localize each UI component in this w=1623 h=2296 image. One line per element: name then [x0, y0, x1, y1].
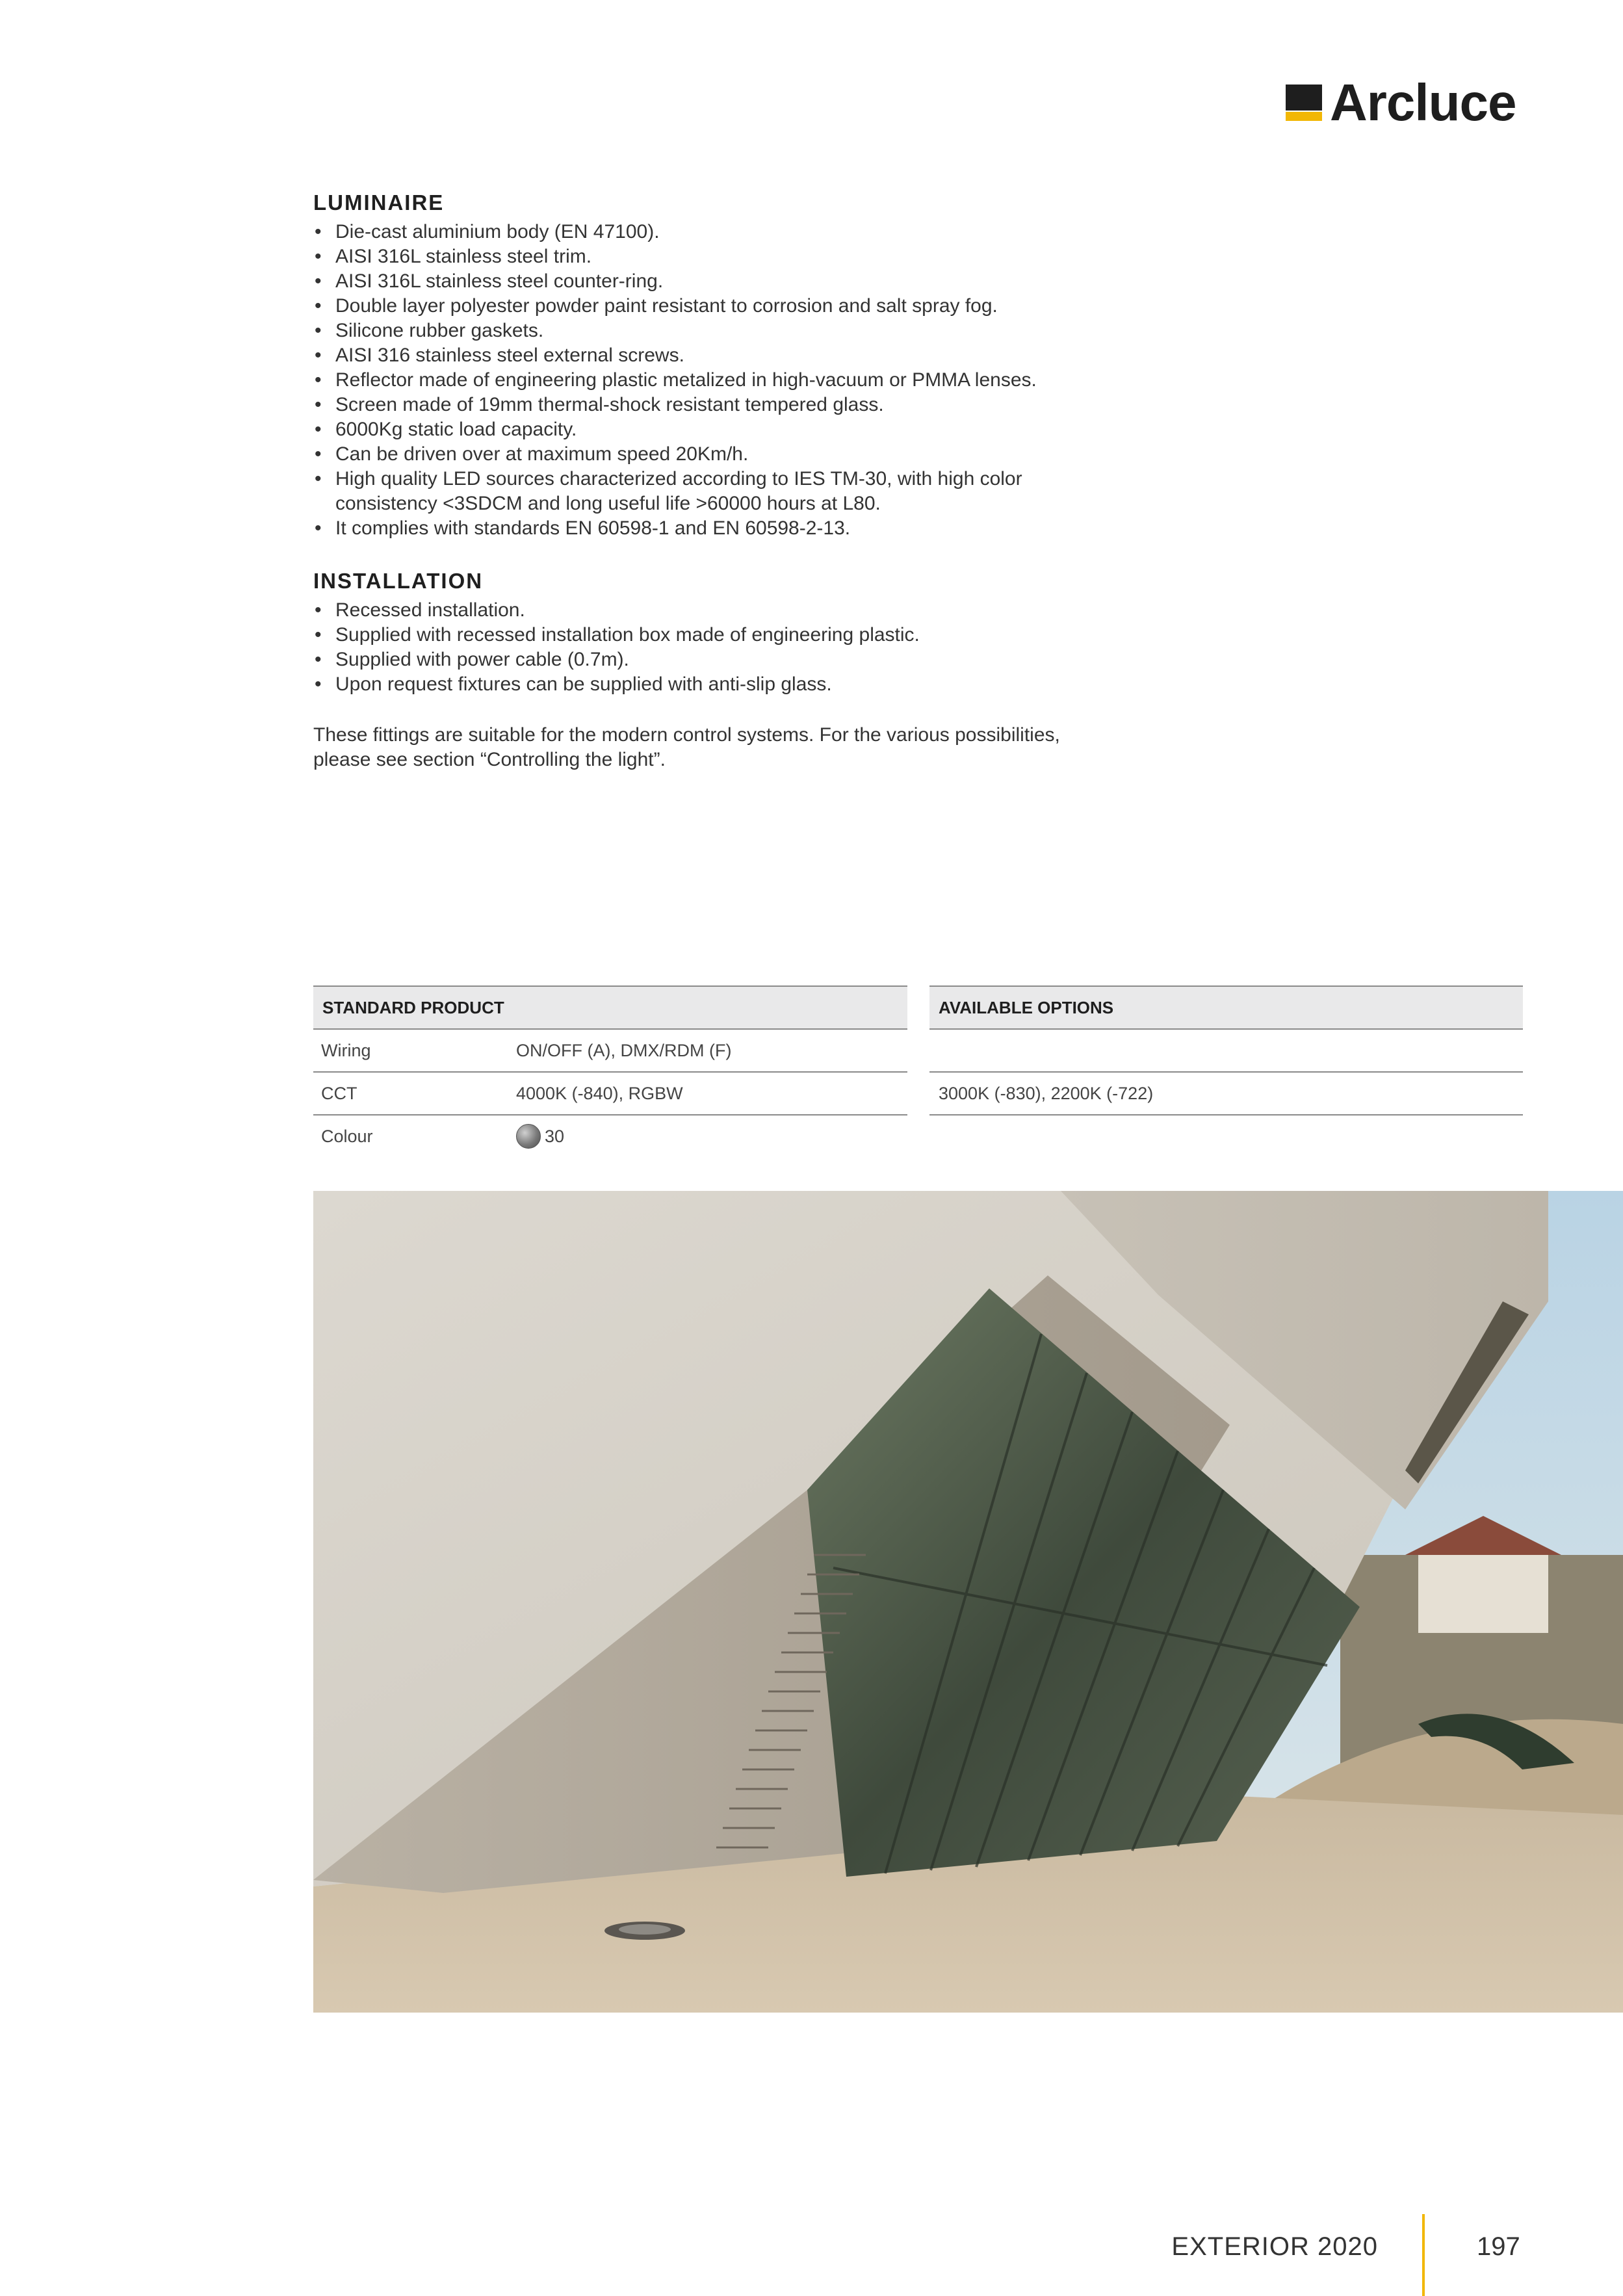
- table-row: [313, 1073, 907, 1115]
- row-label: Wiring: [321, 1040, 371, 1060]
- colour-swatch-icon: [516, 1124, 541, 1149]
- row-value: 4000K (-840), RGBW: [516, 1083, 683, 1103]
- colour-code: 30: [545, 1126, 565, 1146]
- table-row: [929, 1030, 1523, 1073]
- row-label: CCT: [321, 1083, 357, 1103]
- list-item: • Screen made of 19mm thermal-shock resistant tempered glass.: [313, 393, 1126, 417]
- list-item: • Die-cast aluminium body (EN 47100).: [313, 220, 1126, 244]
- footer-section: EXTERIOR 2020: [1171, 2232, 1378, 2261]
- list-item: • Supplied with recessed installation box made of engineering plastic.: [313, 623, 1126, 647]
- available-options-header: AVAILABLE OPTIONS: [929, 985, 1523, 1030]
- list-item: • AISI 316L stainless steel counter-ring.: [313, 269, 1126, 294]
- list-item: • High quality LED sources characterized according to IES TM-30, with high color consistency <3SDCM and long useful life >60000 hours at L80.: [313, 467, 1050, 516]
- page-number: 197: [1477, 2232, 1520, 2261]
- table-row: [313, 1030, 907, 1073]
- list-item: • Silicone rubber gaskets.: [313, 319, 1126, 343]
- list-item: • Upon request fixtures can be supplied with anti-slip glass.: [313, 672, 1126, 697]
- installation-photo: [313, 1191, 1623, 2013]
- luminaire-title: LUMINAIRE: [313, 190, 445, 215]
- list-item: • It complies with standards EN 60598-1 and EN 60598-2-13.: [313, 516, 1126, 541]
- installation-title: INSTALLATION: [313, 569, 484, 593]
- brand-logo: [1286, 73, 1516, 131]
- luminaire-list: [313, 220, 1126, 541]
- installation-list: [313, 598, 1126, 697]
- list-item: • Can be driven over at maximum speed 20Km/h.: [313, 442, 1126, 467]
- list-item: • Reflector made of engineering plastic metalized in high-vacuum or PMMA lenses.: [313, 368, 1126, 393]
- list-item: • AISI 316L stainless steel trim.: [313, 244, 1126, 269]
- table-row: [313, 1115, 907, 1157]
- table-row: [929, 1073, 1523, 1115]
- page-footer: [1105, 2214, 1573, 2296]
- standard-product-header: STANDARD PRODUCT: [313, 985, 907, 1030]
- list-item: • 6000Kg static load capacity.: [313, 417, 1126, 442]
- specification-text: [313, 189, 1126, 772]
- logo-text: Arcluce: [1330, 73, 1516, 131]
- colour-value: [508, 1124, 564, 1149]
- list-item: • AISI 316 stainless steel external screws.: [313, 343, 1126, 368]
- logo-mark: [1286, 85, 1322, 121]
- footer-divider: [1422, 2214, 1425, 2296]
- available-options-table: [929, 985, 1523, 1115]
- list-item: • Double layer polyester powder paint resistant to corrosion and salt spray fog.: [313, 294, 1126, 319]
- row-value: ON/OFF (A), DMX/RDM (F): [516, 1040, 732, 1060]
- list-item: • Recessed installation.: [313, 598, 1126, 623]
- standard-product-table: [313, 985, 907, 1157]
- option-value: 3000K (-830), 2200K (-722): [939, 1083, 1154, 1103]
- row-label: Colour: [321, 1126, 373, 1146]
- list-item: • Supplied with power cable (0.7m).: [313, 647, 1126, 672]
- control-systems-note: These fittings are suitable for the modern control systems. For the various possibilities, please see section “Controlling the light”.: [313, 724, 1060, 770]
